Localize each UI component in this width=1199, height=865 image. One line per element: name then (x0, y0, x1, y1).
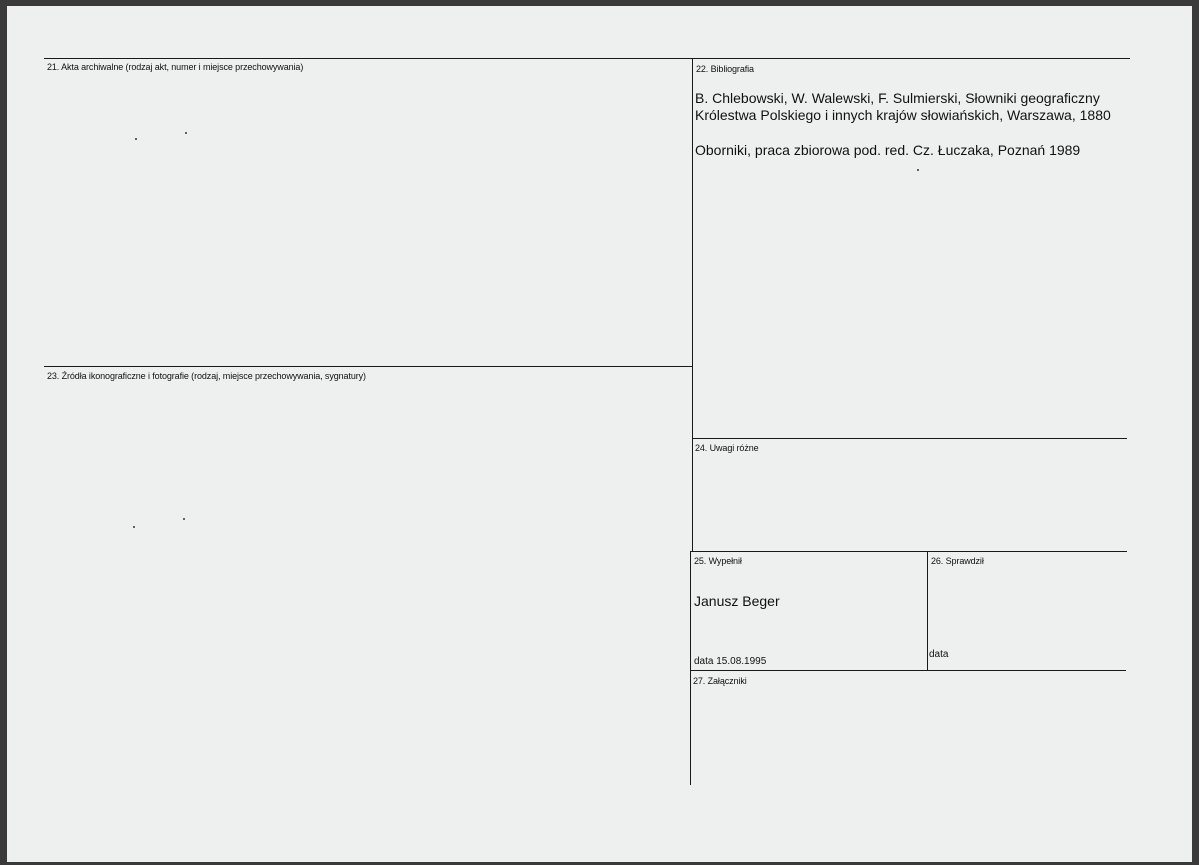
form-sheet (7, 6, 1192, 862)
speck (917, 169, 919, 171)
speck (135, 138, 137, 140)
field-22-label: 22. Bibliografia (696, 64, 754, 74)
rule-24-25 (691, 551, 1127, 552)
checked-by-date: data (929, 649, 949, 660)
bibliography-entry-3: Oborniki, praca zbiorowa pod. red. Cz. Łuczaka, Poznań 1989 (695, 142, 1081, 158)
center-divider (692, 58, 693, 552)
bibliography-entry-2: Królestwa Polskiego i innych krajów słowiańskich, Warszawa, 1880 (695, 107, 1111, 123)
field-23-label: 23. Źródła ikonograficzne i fotografie (rodzaj, miejsce przechowywania, sygnatury) (47, 371, 366, 381)
field-21-label: 21. Akta archiwalne (rodzaj akt, numer i miejsce przechowywania) (47, 62, 304, 72)
rule-21-23 (44, 366, 692, 367)
field-25-label: 25. Wypełnił (694, 556, 742, 566)
speck (133, 526, 135, 528)
speck (185, 132, 187, 134)
filled-by-date: data 15.08.1995 (694, 656, 767, 667)
center-divider-lower (690, 551, 691, 785)
field-27-label: 27. Załączniki (693, 676, 747, 686)
field-26-label: 26. Sprawdził (931, 556, 984, 566)
field-24-label: 24. Uwagi różne (695, 443, 759, 453)
rule-25-27 (690, 670, 1126, 671)
speck (183, 518, 185, 520)
filled-by-name: Janusz Beger (694, 593, 780, 609)
divider-25-26 (927, 551, 928, 671)
bibliography-entry-1: B. Chlebowski, W. Walewski, F. Sulmierski, Słowniki geograficzny (695, 90, 1100, 106)
rule-22-24 (692, 438, 1127, 439)
top-rule (44, 58, 1130, 59)
